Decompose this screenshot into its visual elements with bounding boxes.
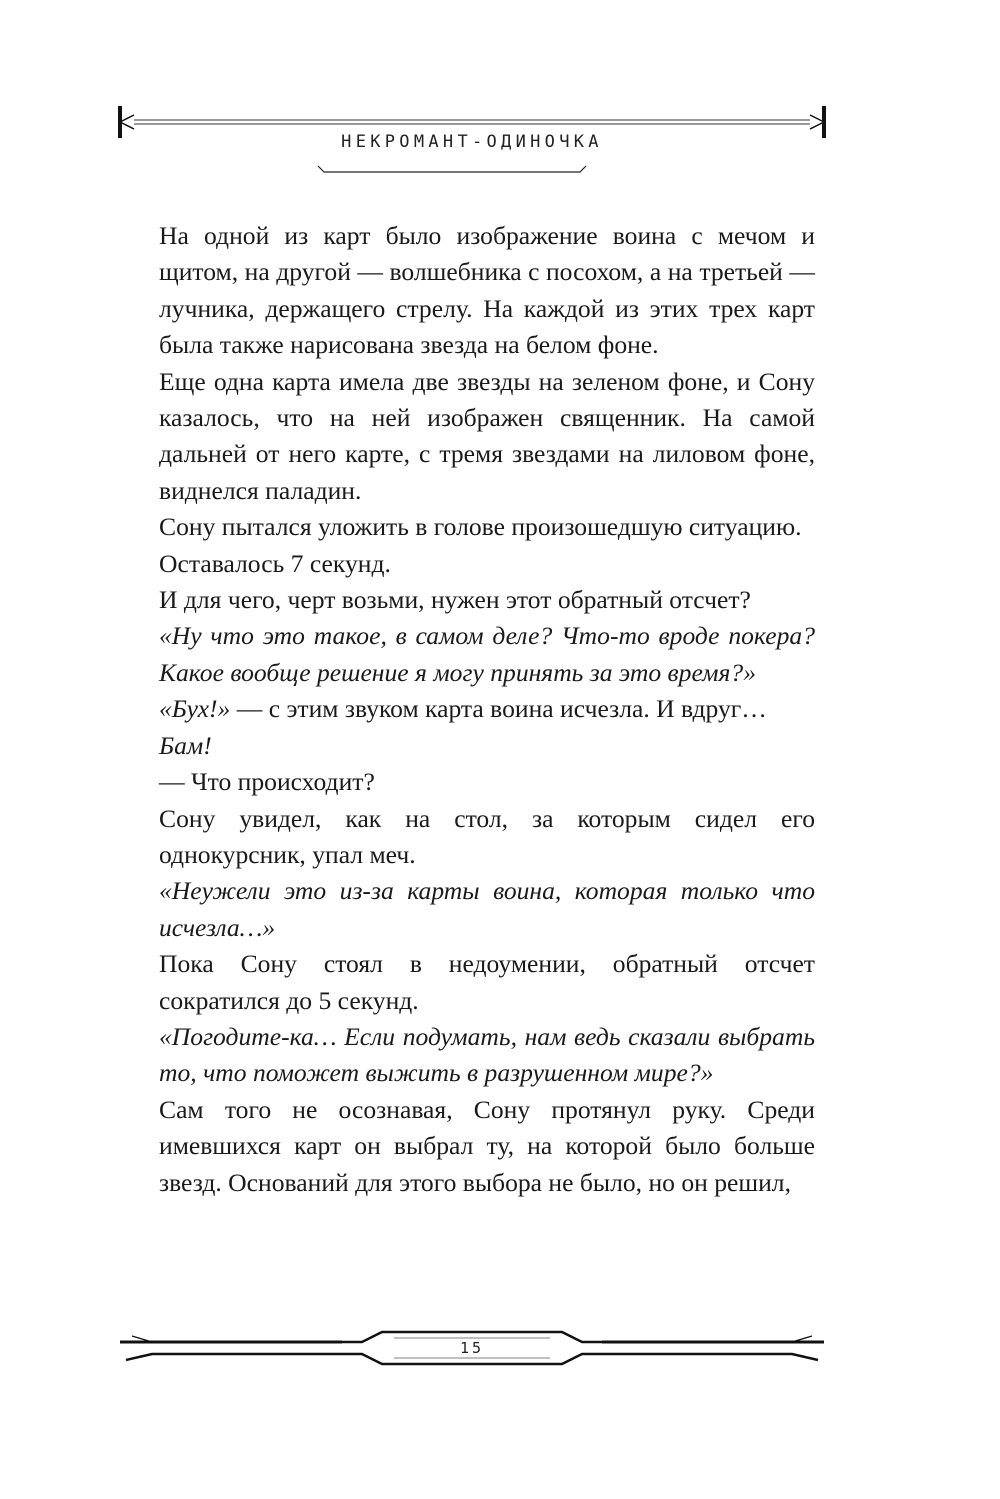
paragraph-italic: «Ну что это такое, в самом деле? Что-то вроде покера? Какое вообще решение я могу принять за это время?» xyxy=(159,621,815,687)
sound-effect: «Бух!» xyxy=(159,694,231,724)
paragraph: Сону пытался уложить в голове произошедшую ситуацию. xyxy=(159,512,802,542)
paragraph-italic: «Погодите-ка… Если подумать, нам ведь сказали выбрать то, что поможет выжить в разрушенном мире?» xyxy=(159,1021,815,1088)
paragraph: Оставалось 7 секунд. xyxy=(159,548,391,578)
paragraph: Пока Сону стоял в недоумении, обратный отсчет сократился до 5 секунд. xyxy=(159,949,815,1015)
paragraph-italic: Бам! xyxy=(159,730,212,760)
paragraph-italic: «Неужели это из-за карты воина, которая только что исчезла…» xyxy=(159,876,815,942)
paragraph-rest: — с этим звуком карта воина исчезла. И вдруг… xyxy=(230,694,767,724)
paragraph-mixed xyxy=(159,691,815,727)
running-title: НЕКРОМАНТ-ОДИНОЧКА xyxy=(341,132,603,152)
page-footer xyxy=(112,1320,832,1380)
paragraph: Сону увидел, как на стол, за которым сидел его однокурсник, упал меч. xyxy=(159,803,815,869)
dialogue-line: — Что происходит? xyxy=(159,767,375,797)
body-text xyxy=(159,218,815,1201)
paragraph: Еще одна карта имела две звезды на зеленом фоне, и Сону казалось, что на ней изображен священник. На самой дальней от него карте, с тремя звездами на лиловом фоне, виднелся паладин. xyxy=(159,366,815,505)
paragraph: И для чего, черт возьми, нужен этот обратный отсчет? xyxy=(159,585,751,615)
paragraph: На одной из карт было изображение воина с мечом и щитом, на другой — волшебника с посохом, а на третьей — лучника, держащего стрелу. На каждой из этих трех карт была также нарисована звезда на белом фоне. xyxy=(159,221,815,360)
page-number: 15 xyxy=(459,1339,485,1357)
paragraph: Сам того не осознавая, Сону протянул руку. Среди имевшихся карт он выбрал ту, на которой было больше звезд. Оснований для этого выбора не было, но он решил, xyxy=(159,1094,815,1197)
running-header xyxy=(112,100,832,180)
